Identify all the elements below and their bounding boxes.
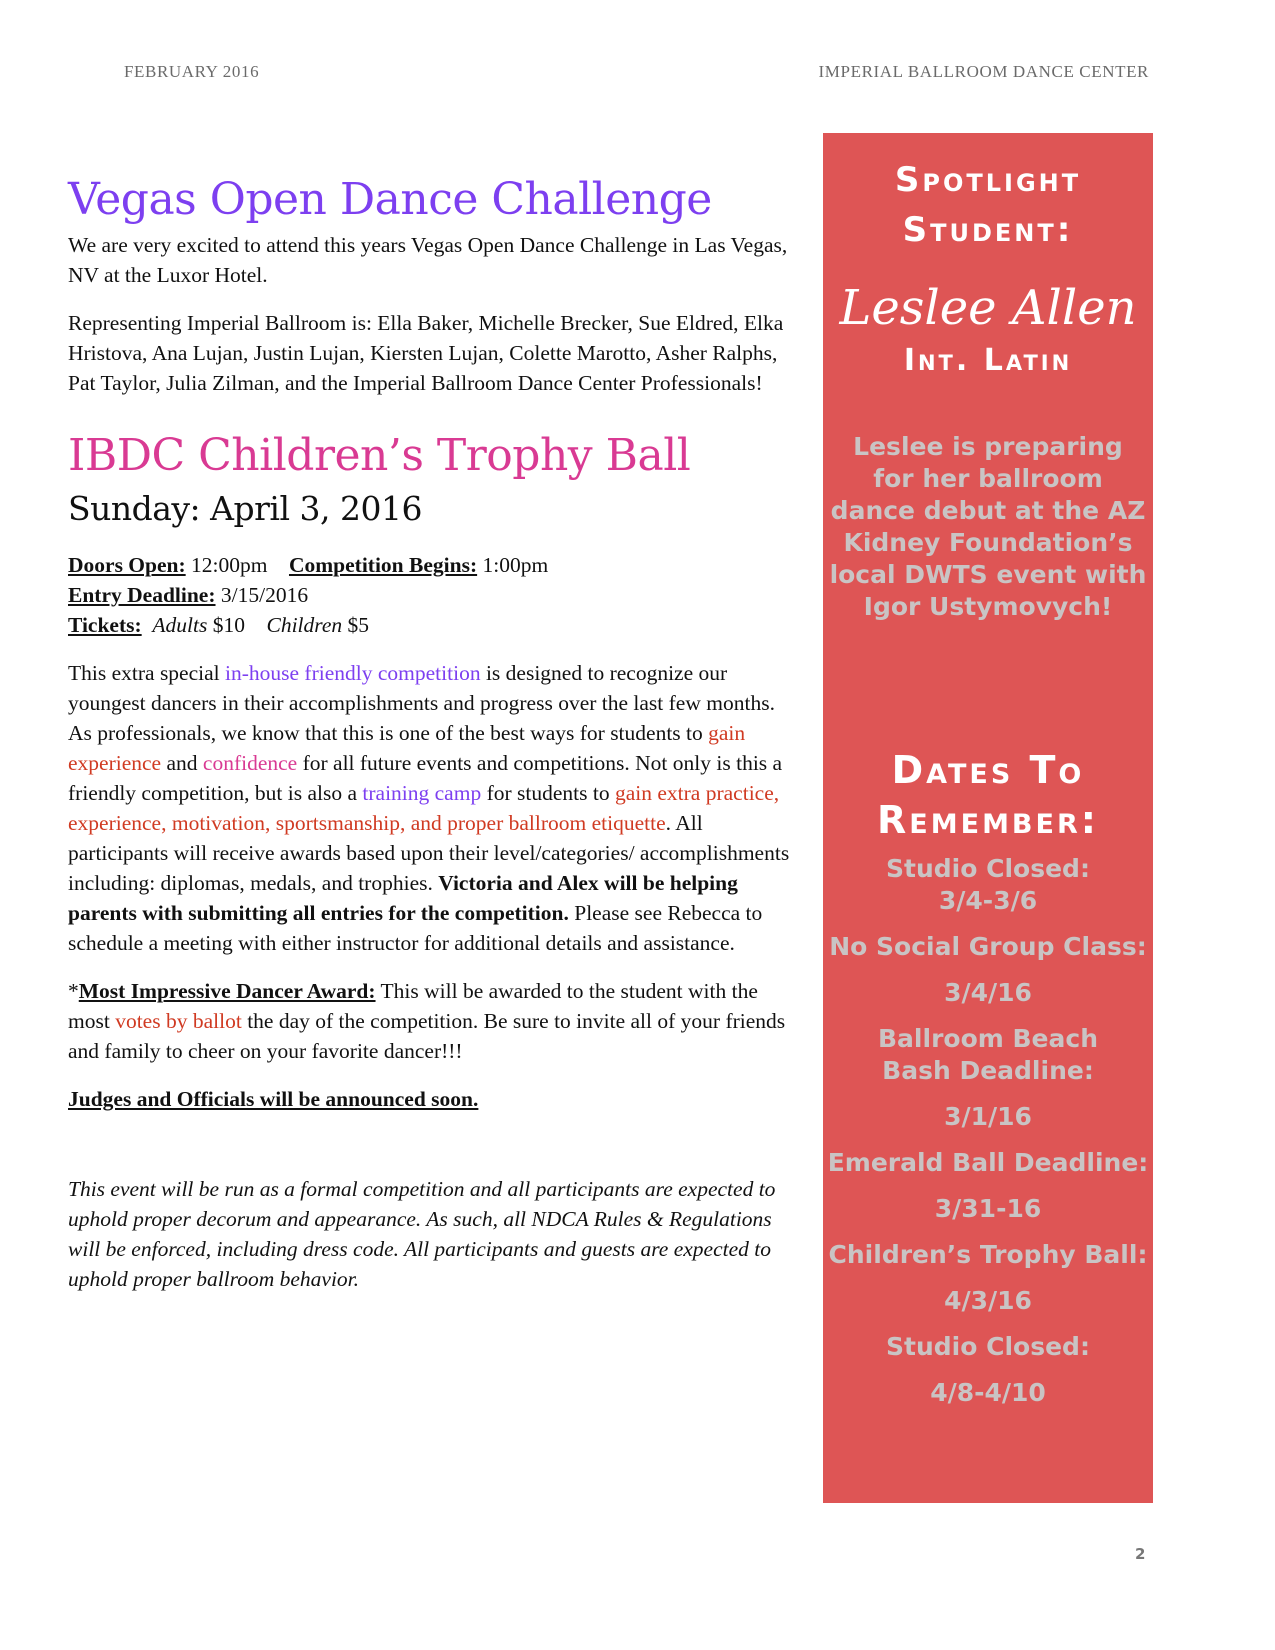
text: is designed to recognize our youngest dancers in their accomplishments and progress over the last few months. As professionals, we know that this is one of the best ways for students to [68, 661, 775, 745]
header-org-name: IMPERIAL BALLROOM DANCE CENTER [818, 62, 1149, 81]
page-number: 2 [1135, 1545, 1146, 1563]
student-blurb: Leslee is preparing for her ballroom dance debut at the AZ Kidney Foundation’s local DWTS event with Igor Ustymovych! [829, 432, 1147, 621]
date-value: 3/4/16 [944, 978, 1032, 1007]
adults-label: Adults [152, 613, 208, 637]
text: This extra special [68, 661, 226, 685]
highlight-votes: votes by ballot [115, 1009, 242, 1033]
judges-announcement: Judges and Officials will be announced soon. [68, 1087, 479, 1111]
text: for all future events and competitions. Not only is this a friendly competition, but is also a [68, 751, 783, 805]
doors-label: Doors Open: [68, 553, 186, 577]
adults-price: $10 [207, 613, 245, 637]
trophy-description [68, 658, 803, 958]
trophy-date: Sunday: April 3, 2016 [68, 489, 422, 528]
spotlight-line1: Spotlight [894, 160, 1082, 200]
children-label: Children [266, 613, 343, 637]
asterisk: * [68, 979, 79, 1003]
text: and [161, 751, 203, 775]
award-label: Most Impressive Dancer Award: [78, 979, 376, 1003]
highlight-confidence: confidence [202, 751, 298, 775]
date-label: Emerald Ball Deadline: [827, 1148, 1149, 1177]
date-value: 3/31-16 [934, 1194, 1042, 1223]
dates-heading [823, 745, 1153, 845]
highlight-gain-experience: gain experience [68, 721, 746, 775]
doors-value: 12:00pm [185, 553, 268, 577]
deadline-label: Entry Deadline: [68, 583, 216, 607]
trophy-title: IBDC Children’s Trophy Ball [68, 430, 691, 481]
deadline-value: 3/15/2016 [215, 583, 309, 607]
begins-value: 1:00pm [477, 553, 549, 577]
spotlight-line2: Student: [902, 210, 1074, 250]
vegas-intro: We are very excited to attend this years Vegas Open Dance Challenge in Las Vegas, NV at the Luxor Hotel. [68, 233, 788, 287]
date-label: Ballroom Beach Bash Deadline: [878, 1024, 1098, 1085]
children-price: $5 [342, 613, 370, 637]
text: This will be awarded to the student with the most [68, 979, 758, 1033]
main-column [68, 170, 803, 1312]
date-value: 3/4-3/6 [938, 886, 1038, 915]
highlight-training-camp: training camp [362, 781, 482, 805]
vegas-title: Vegas Open Dance Challenge [68, 174, 712, 225]
highlight-gain-practice: gain extra practice, experience, motivation, sportsmanship, and proper ballroom etiquette [68, 781, 780, 835]
date-value: 4/8-4/10 [930, 1378, 1046, 1407]
date-value: 4/3/16 [944, 1286, 1032, 1315]
student-name: Leslee Allen [839, 280, 1137, 336]
vegas-representatives: Representing Imperial Ballroom is: Ella Baker, Michelle Brecker, Sue Eldred, Elka Hristova, Ana Lujan, Justin Lujan, Kiersten Lujan, Colette Marotto, Asher Ralphs, Pat Taylor, Julia Zilman, and the Imperial Ballroom Dance Center Professionals! [68, 311, 784, 395]
date-label: Children’s Trophy Ball: [828, 1240, 1148, 1269]
student-category: Int. Latin [903, 343, 1073, 378]
sidebar-panel [823, 133, 1153, 1503]
date-label: Studio Closed: [886, 1332, 1090, 1361]
dates-list [823, 853, 1153, 1409]
text: the day of the competition. Be sure to invite all of your friends and family to cheer on your favorite dancer!!! [68, 1009, 786, 1063]
highlight-in-house: in-house friendly competition [225, 661, 481, 685]
dates-line2: Remember: [877, 798, 1099, 842]
disclaimer: This event will be run as a formal competition and all participants are expected to uphold proper decorum and appearance. As such, all NDCA Rules & Regulations will be enforced, including dress code. All participants and guests are expected to uphold proper ballroom behavior. [68, 1177, 776, 1291]
text: . All participants will receive awards based upon their level/categories/ accomplishments including: diplomas, medals, and trophies. [68, 811, 790, 895]
trophy-info [68, 550, 803, 640]
date-label: Studio Closed: [886, 854, 1090, 883]
date-value: 3/1/16 [944, 1102, 1032, 1131]
header-date: FEBRUARY 2016 [124, 62, 260, 81]
begins-label: Competition Begins: [288, 553, 478, 577]
text: Please see Rebecca to schedule a meeting with either instructor for additional details and assistance. [68, 901, 763, 955]
tickets-label: Tickets: [68, 613, 142, 637]
dates-line1: Dates To [891, 748, 1085, 792]
award-paragraph [68, 976, 803, 1066]
text: for students to [481, 781, 615, 805]
spotlight-heading [823, 155, 1153, 255]
date-label: No Social Group Class: [829, 932, 1147, 961]
helpers-note: Victoria and Alex will be helping parents with submitting all entries for the competition. [68, 871, 738, 925]
